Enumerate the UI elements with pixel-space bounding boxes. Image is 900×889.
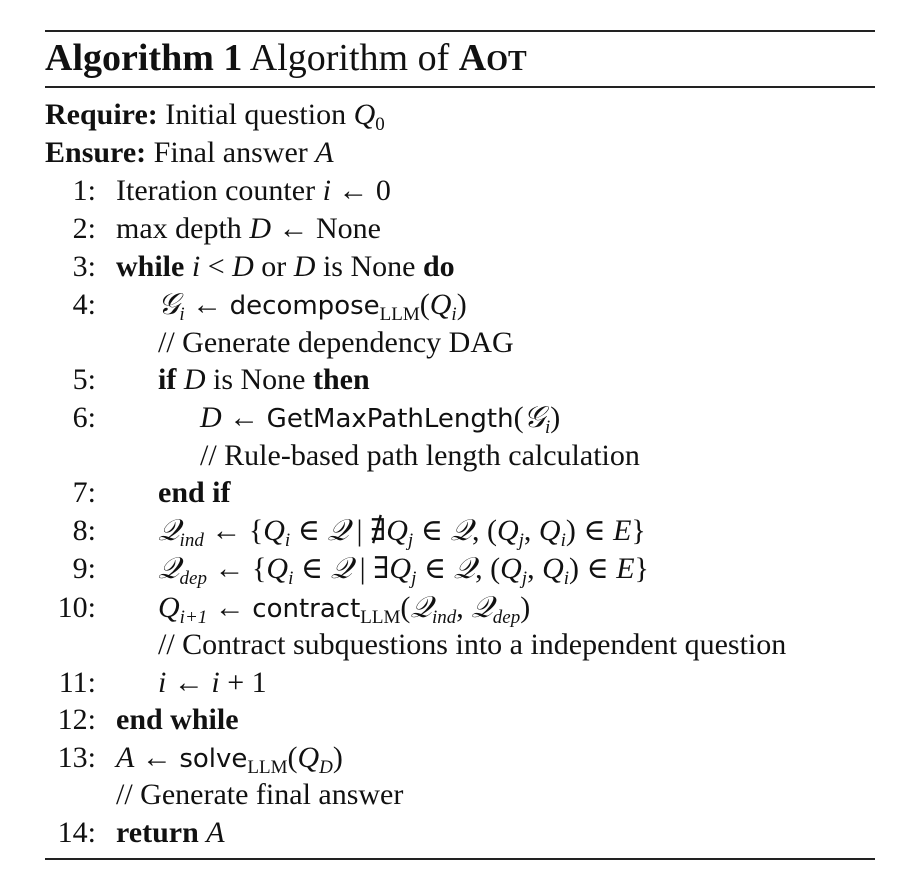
line-number: 6: [72, 401, 96, 434]
line-number: 3: [72, 250, 96, 283]
line-number: 11: [58, 666, 96, 699]
line-number: 5: [72, 363, 96, 396]
algorithm-number: Algorithm 1 [45, 37, 243, 79]
line-number: 14: [57, 816, 96, 849]
line-number: 1: [72, 174, 96, 207]
algorithm-title [45, 34, 527, 86]
line-number: 12: [57, 703, 96, 736]
line-number: 13: [57, 741, 96, 774]
bottom-rule [45, 858, 875, 860]
require-text: Initial question [165, 98, 347, 131]
line-number: 8: [72, 514, 96, 547]
require-label: Require: [45, 98, 158, 131]
algorithm-caption: Algorithm of [249, 37, 450, 79]
ensure-label: Ensure: [45, 136, 147, 169]
method-name: AOT [458, 37, 527, 79]
line-number: 7: [72, 476, 96, 509]
line-number: 10: [57, 591, 96, 624]
line-number: 9: [72, 552, 96, 585]
top-rule [45, 30, 875, 32]
ensure-text: Final answer [153, 136, 308, 169]
line-number: 2: [72, 212, 96, 245]
title-rule [45, 86, 875, 88]
line-number: 4: [72, 288, 96, 321]
